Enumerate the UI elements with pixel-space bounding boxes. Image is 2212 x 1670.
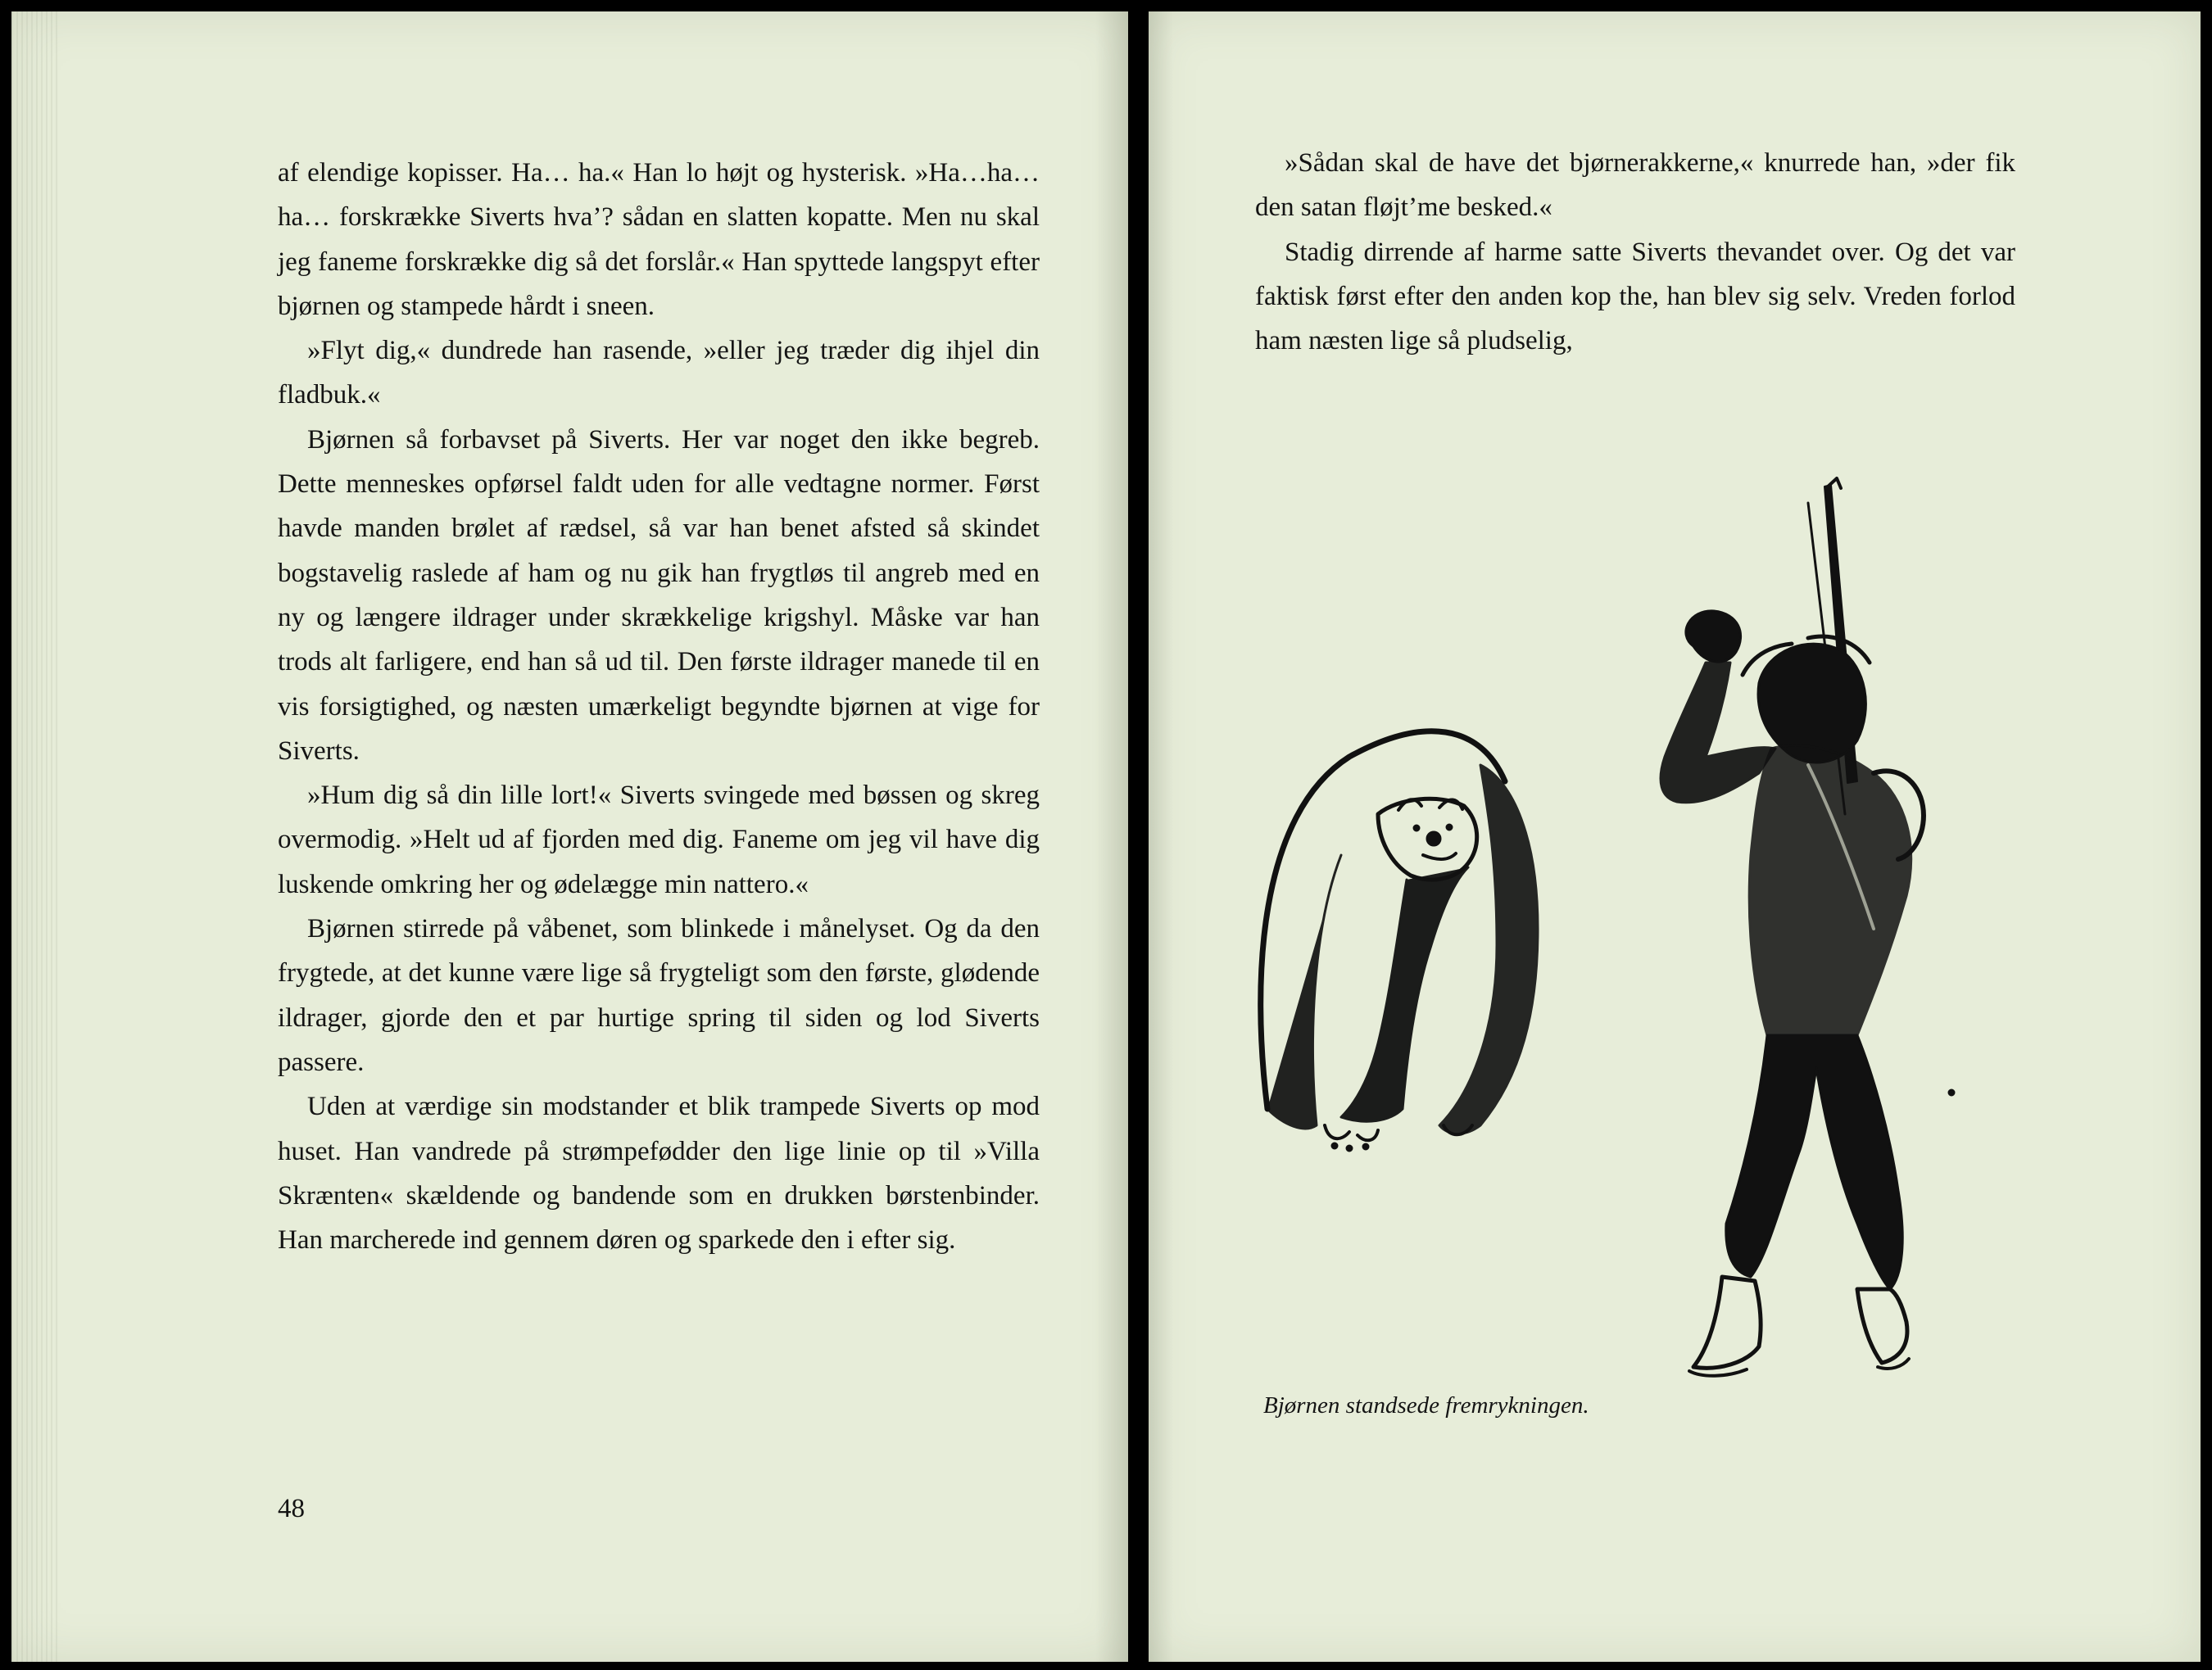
left-page-text xyxy=(278,151,1040,1262)
paragraph: Bjørnen så forbavset på Siverts. Her var noget den ikke begreb. Dette menneskes opførsel faldt uden for alle vedtagne normer. Først havde manden brølet af rædsel, så var han benet afsted så skindet bogstavelig raslede af ham og nu gik han frygtløs til angreb med en ny og længere ildrager under skrækkelige krigshyl. Måske var han trods alt farligere, end han så ud til. Den første ildrager manede til en vis forsigtighed, og næsten umærkeligt begyndte bjørnen at vige for Siverts. xyxy=(278,424,1040,766)
gutter-shadow xyxy=(1149,11,1173,1662)
paragraph: Uden at værdige sin modstander et blik trampede Siverts op mod huset. Han vandrede på strømpefødder den lige linie op til »Villa Skrænten« skældende og bandende som en drukken børstenbinder. Han marcherede ind gennem døren og sparkede den i efter sig. xyxy=(278,1092,1040,1256)
paragraph: Stadig dirrende af harme satte Siverts thevandet over. Og det var faktisk først efter den anden kop the, han blev sig selv. Vreden forlod ham næsten lige så pludselig, xyxy=(1255,237,2015,356)
page-edge-lines xyxy=(11,11,61,1662)
right-page xyxy=(1149,11,2201,1662)
page-number: 48 xyxy=(278,1494,305,1523)
paragraph: »Hum dig så din lille lort!« Siverts svingede med bøssen og skreg overmodig. »Helt ud af fjorden med dig. Faneme om jeg vil have dig luskende omkring her og ødelægge min nattero.« xyxy=(278,781,1040,899)
gutter-shadow xyxy=(1095,11,1128,1662)
paragraph: »Flyt dig,« dundrede han rasende, »eller jeg træder dig ihjel din fladbuk.« xyxy=(278,336,1040,410)
left-page xyxy=(11,11,1128,1662)
illustration-caption: Bjørnen standsede fremrykningen. xyxy=(1263,1392,1589,1419)
paragraph: Bjørnen stirrede på våbenet, som blinkede i månelyset. Og da den frygtede, at det kunne være lige så frygteligt som den første, glødende ildrager, gjorde den et par hurtige spring til siden og lod Siverts passere. xyxy=(278,914,1040,1077)
ink-illustration xyxy=(1235,470,2005,1412)
paragraph: »Sådan skal de have det bjørnerakkerne,« knurrede han, »der fik den satan fløjt’me besked.« xyxy=(1255,148,2015,223)
man-with-rifle-drawing xyxy=(1661,478,1955,1376)
right-page-text xyxy=(1255,141,2015,363)
paragraph: af elendige kopisser. Ha… ha.« Han lo højt og hysterisk. »Ha…ha…ha… forskrække Siverts hva’? sådan en slatten kopatte. Men nu skal jeg faneme forskrække dig så det forslår.« Han spyttede langspyt efter bjørnen og stampede hårdt i sneen. xyxy=(278,158,1040,321)
polar-bear-drawing xyxy=(1261,731,1538,1152)
